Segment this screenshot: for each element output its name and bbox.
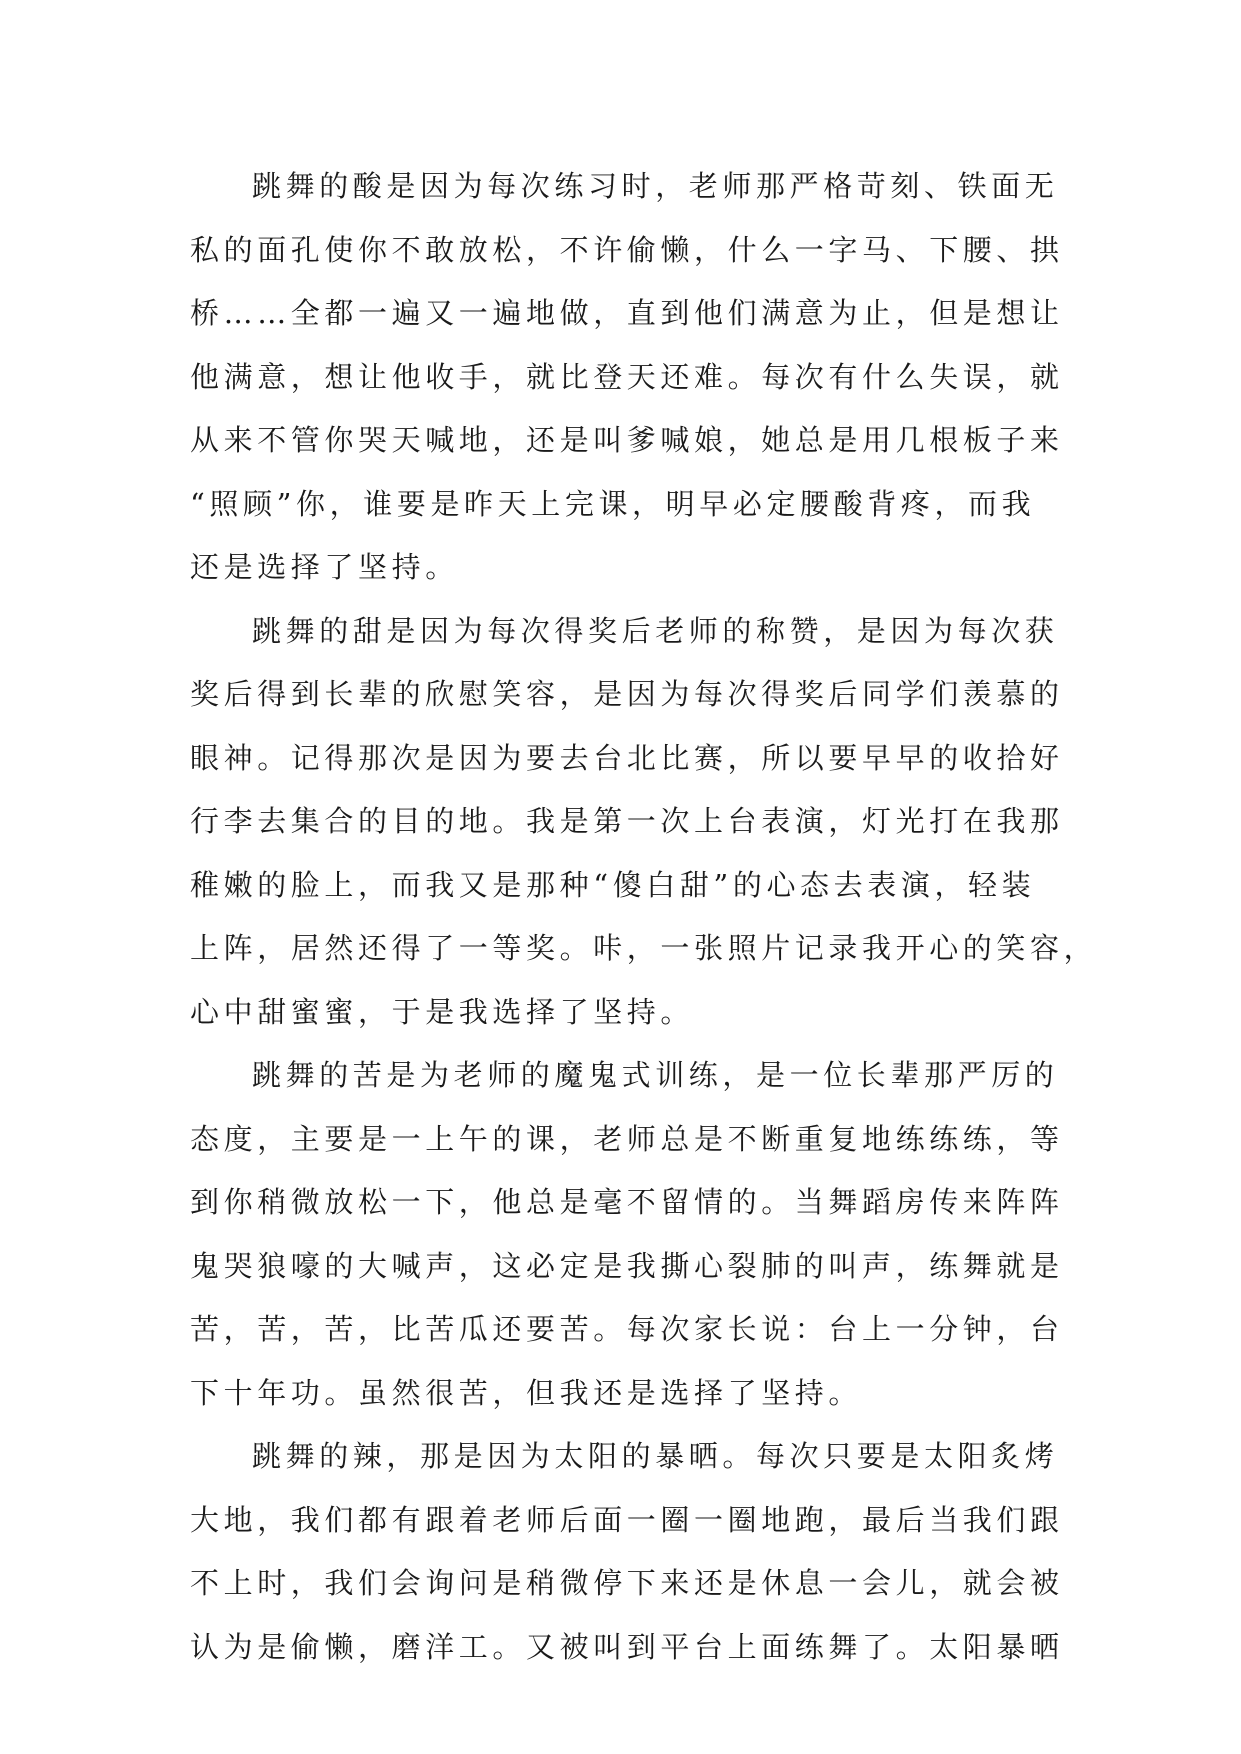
text-line: 还是选择了坚持。 [190,550,459,584]
paragraph-sour [190,165,1064,610]
text-line: 稚嫩的脸上，而我又是那种“傻白甜”的心态去表演，轻装 [190,867,1036,902]
text-line: 跳舞的酸是因为每次练习时，老师那严格苛刻、铁面无 [252,169,1059,203]
text-line: 下十年功。虽然很苦，但我还是选择了坚持。 [190,1375,863,1410]
text-line: 从来不管你哭天喊地，还是叫爹喊娘，她总是用几根板子来 [190,423,1064,457]
text-line: 态度，主要是一上午的课，老师总是不断重复地练练练，等 [190,1121,1064,1156]
paragraph-sweet [190,610,1098,1055]
text-line: 行李去集合的目的地。我是第一次上台表演，灯光打在我那 [190,804,1064,838]
text-line: 桥……全都一遍又一遍地做，直到他们满意为止，但是想让 [190,296,1064,330]
text-line: 到你稍微放松一下，他总是毫不留情的。当舞蹈房传来阵阵 [190,1185,1064,1219]
text-line: 不上时，我们会询问是稍微停下来还是休息一会儿，就会被 [190,1566,1064,1600]
text-line: 私的面孔使你不敢放松，不许偷懒，什么一字马、下腰、拱 [190,232,1064,267]
text-line: 苦，苦，苦，比苦瓜还要苦。每次家长说：台上一分钟，台 [190,1312,1064,1346]
text-line: 跳舞的苦是为老师的魔鬼式训练，是一位长辈那严厉的 [252,1058,1059,1092]
essay-body [190,165,1098,1689]
text-line: 心中甜蜜蜜，于是我选择了坚持。 [190,994,695,1029]
text-line: 上阵，居然还得了一等奖。咔，一张照片记录我开心的笑容， [190,931,1098,965]
paragraph-bitter [190,1054,1064,1435]
text-line: 大地，我们都有跟着老师后面一圈一圈地跑，最后当我们跟 [190,1502,1064,1537]
paragraph-spicy [190,1435,1064,1689]
text-line: 跳舞的辣，那是因为太阳的暴晒。每次只要是太阳炙烤 [252,1439,1059,1473]
text-line: “照顾”你，谁要是昨天上完课，明早必定腰酸背疼，而我 [190,486,1036,521]
text-line: 奖后得到长辈的欣慰笑容，是因为每次得奖后同学们羡慕的 [190,677,1064,711]
text-line: 认为是偷懒，磨洋工。又被叫到平台上面练舞了。太阳暴晒 [190,1629,1064,1664]
text-line: 跳舞的甜是因为每次得奖后老师的称赞，是因为每次获 [252,613,1059,648]
text-line: 鬼哭狼嚎的大喊声，这必定是我撕心裂肺的叫声，练舞就是 [190,1248,1064,1283]
text-line: 他满意，想让他收手，就比登天还难。每次有什么失误，就 [190,359,1064,394]
text-line: 眼神。记得那次是因为要去台北比赛，所以要早早的收拾好 [190,740,1064,775]
